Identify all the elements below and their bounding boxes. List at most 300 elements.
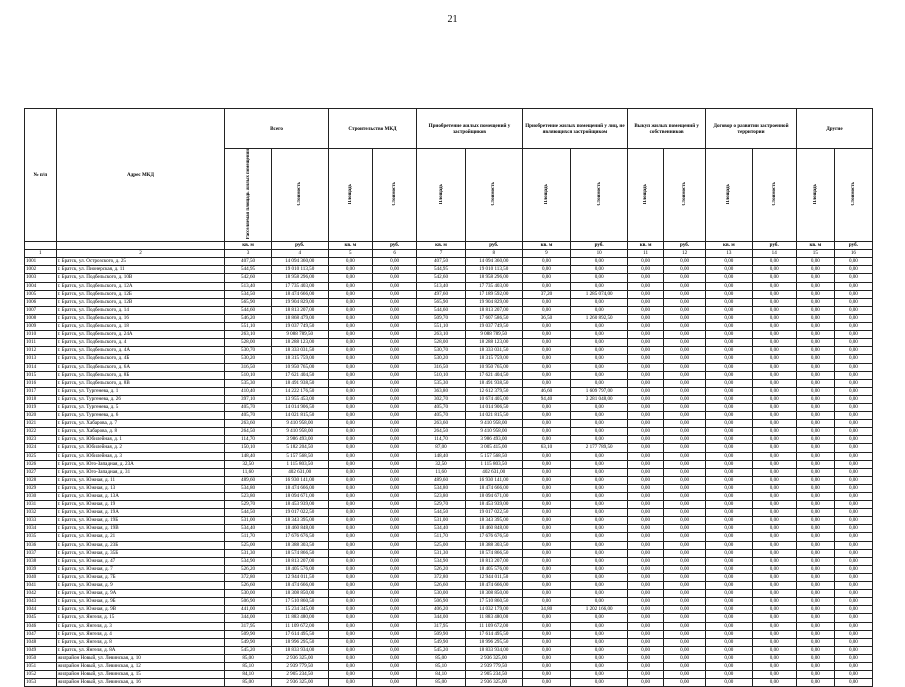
row-value: 0,00 (796, 363, 834, 371)
row-value: 0,00 (372, 468, 416, 476)
row-number: 1018 (25, 395, 57, 403)
row-number: 1006 (25, 298, 57, 306)
row-value: 0,00 (752, 258, 796, 266)
row-value: 0,00 (628, 274, 664, 282)
row-value: 37,20 (522, 290, 571, 298)
row-value: 18 868 479,00 (271, 314, 328, 322)
table-row (25, 679, 873, 687)
row-number: 1003 (25, 274, 57, 282)
row-value: 0,00 (571, 501, 628, 509)
row-value: 0,00 (664, 565, 706, 573)
row-value: 0,00 (328, 606, 372, 614)
row-value: 0,00 (571, 509, 628, 517)
row-number: 1035 (25, 533, 57, 541)
row-value: 0,00 (372, 565, 416, 573)
row-value: 0,00 (834, 622, 872, 630)
table-row (25, 460, 873, 468)
row-value: 0,00 (664, 590, 706, 598)
row-value: 0,00 (664, 671, 706, 679)
table-row (25, 630, 873, 638)
row-address: жилрайон Новый, ул. Левинская, д. 12 (56, 662, 225, 670)
row-address: г. Братск, ул. Тургенева, д. 26 (56, 395, 225, 403)
row-value: 0,00 (834, 306, 872, 314)
row-address: г. Братск, ул. Тургенева, д. 5 (56, 403, 225, 411)
row-value: 0,00 (834, 412, 872, 420)
row-number: 1050 (25, 654, 57, 662)
row-value: 0,00 (664, 541, 706, 549)
row-value: 0,00 (372, 598, 416, 606)
row-value: 316,50 (225, 363, 271, 371)
row-value: 0,00 (706, 646, 752, 654)
row-value: 0,00 (834, 266, 872, 274)
row-value: 18 388 303,50 (465, 541, 522, 549)
row-value: 0,00 (522, 509, 571, 517)
row-value: 0,00 (522, 468, 571, 476)
table-row (25, 517, 873, 525)
row-value: 0,00 (752, 428, 796, 436)
row-value: 497,60 (417, 290, 466, 298)
row-value: 14 222 176,50 (271, 387, 328, 395)
row-value: 0,00 (706, 541, 752, 549)
row-number: 1042 (25, 590, 57, 598)
row-value: 0,00 (628, 598, 664, 606)
row-number: 1049 (25, 646, 57, 654)
row-value: 0,00 (328, 436, 372, 444)
table-row (25, 557, 873, 565)
row-number: 1044 (25, 606, 57, 614)
row-value: 0,00 (372, 541, 416, 549)
row-value: 0,00 (328, 679, 372, 687)
row-value: 407,50 (417, 258, 466, 266)
row-value: 0,00 (834, 525, 872, 533)
row-value: 0,00 (834, 614, 872, 622)
row-value: 544,95 (417, 266, 466, 274)
row-value: 0,00 (834, 517, 872, 525)
row-value: 0,00 (372, 412, 416, 420)
row-value: 16 930 141,00 (271, 476, 328, 484)
row-value: 85,00 (225, 679, 271, 687)
row-value: 0,00 (796, 403, 834, 411)
row-value: 0,00 (522, 565, 571, 573)
row-value: 2 939 779,50 (465, 662, 522, 670)
row-value: 0,00 (796, 679, 834, 687)
row-value: 0,00 (706, 444, 752, 452)
row-address: г. Братск, ул. Подбельского, д. 10В (56, 274, 225, 282)
row-value: 0,00 (664, 403, 706, 411)
row-value: 1 285 074,00 (571, 290, 628, 298)
row-value: 0,00 (328, 622, 372, 630)
row-value: 2 936 325,00 (465, 679, 522, 687)
row-value: 0,00 (664, 282, 706, 290)
row-value: 0,00 (706, 403, 752, 411)
row-value: 9 410 958,00 (465, 420, 522, 428)
row-value: 0,00 (522, 420, 571, 428)
row-value: 0,00 (628, 565, 664, 573)
row-value: 0,00 (328, 493, 372, 501)
row-address: г. Братск, ул. Южная, д. 21 (56, 533, 225, 541)
row-value: 0,00 (796, 501, 834, 509)
row-value: 0,00 (796, 493, 834, 501)
row-value: 534,90 (225, 557, 271, 565)
row-value: 0,00 (522, 379, 571, 387)
row-value: 302,70 (417, 395, 466, 403)
row-value: 0,00 (328, 395, 372, 403)
row-value: 0,00 (752, 403, 796, 411)
row-value: 0,00 (628, 582, 664, 590)
row-address: г. Братск, ул. Подбельского, д. 8Б (56, 371, 225, 379)
row-value: 0,00 (372, 298, 416, 306)
row-number: 1015 (25, 371, 57, 379)
row-value: 0,00 (372, 493, 416, 501)
row-value: 0,00 (664, 557, 706, 565)
row-value: 0,00 (522, 266, 571, 274)
row-value: 0,00 (834, 565, 872, 573)
header-group-buyout: Выкуп жилых помещений у собственников (628, 109, 706, 149)
row-value: 0,00 (328, 541, 372, 549)
row-value: 0,00 (752, 395, 796, 403)
row-value: 1 202 166,00 (571, 606, 628, 614)
row-number: 1008 (25, 314, 57, 322)
row-number: 1038 (25, 557, 57, 565)
row-value: 0,00 (628, 679, 664, 687)
row-value: 531,00 (225, 517, 271, 525)
row-value: 0,00 (664, 290, 706, 298)
row-value: 0,00 (752, 654, 796, 662)
row-value: 0,00 (628, 306, 664, 314)
row-value: 0,00 (752, 533, 796, 541)
row-value: 549,90 (417, 638, 466, 646)
table-row (25, 282, 873, 290)
row-value: 10 950 765,00 (465, 363, 522, 371)
table-row (25, 323, 873, 331)
header-cost: Стоимость (664, 149, 706, 242)
row-value: 0,00 (706, 606, 752, 614)
row-value: 0,00 (752, 582, 796, 590)
row-value: 0,00 (834, 484, 872, 492)
row-value: 0,00 (706, 501, 752, 509)
table-row (25, 436, 873, 444)
row-value: 0,00 (664, 306, 706, 314)
row-value: 0,00 (752, 298, 796, 306)
row-value: 0,00 (522, 501, 571, 509)
table-row (25, 468, 873, 476)
row-value: 14 014 906,50 (465, 403, 522, 411)
row-value: 0,00 (796, 582, 834, 590)
row-value: 0,00 (522, 428, 571, 436)
row-value: 0,00 (328, 533, 372, 541)
row-value: 0,00 (752, 314, 796, 322)
row-value: 0,00 (628, 444, 664, 452)
row-value: 0,00 (628, 590, 664, 598)
row-value: 84,10 (417, 671, 466, 679)
row-value: 0,00 (834, 282, 872, 290)
row-value: 11 109 672,00 (465, 622, 522, 630)
row-number: 1052 (25, 671, 57, 679)
row-value: 0,00 (706, 630, 752, 638)
row-value: 0,00 (372, 387, 416, 395)
row-value: 0,00 (834, 679, 872, 687)
row-value: 0,00 (628, 339, 664, 347)
row-value: 0,00 (628, 314, 664, 322)
row-value: 0,00 (664, 331, 706, 339)
row-value: 1 260 892,50 (571, 314, 628, 322)
row-value: 513,40 (225, 282, 271, 290)
row-value: 0,00 (706, 493, 752, 501)
row-value: 534,40 (225, 525, 271, 533)
row-value: 17 510 860,50 (465, 598, 522, 606)
row-value: 0,00 (328, 412, 372, 420)
row-value: 0,00 (372, 654, 416, 662)
row-value: 0,00 (752, 614, 796, 622)
row-value: 85,00 (225, 654, 271, 662)
row-value: 0,00 (664, 630, 706, 638)
row-value: 0,00 (752, 290, 796, 298)
row-value: 0,00 (752, 306, 796, 314)
row-number: 1030 (25, 493, 57, 501)
row-value: 18 288 123,00 (465, 339, 522, 347)
row-value: 0,00 (571, 412, 628, 420)
row-address: г. Братск, ул. Хабарова, д. 8 (56, 428, 225, 436)
row-number: 1048 (25, 638, 57, 646)
table-row (25, 638, 873, 646)
row-value: 0,00 (522, 525, 571, 533)
row-value: 407,50 (225, 258, 271, 266)
row-address: г. Братск, ул. Подбельского, д. 24А (56, 331, 225, 339)
row-value: 0,00 (628, 517, 664, 525)
row-value: 525,00 (225, 541, 271, 549)
row-value: 1 115 803,50 (465, 460, 522, 468)
row-value: 0,00 (372, 614, 416, 622)
row-value: 0,00 (372, 274, 416, 282)
row-value: 0,00 (522, 533, 571, 541)
row-value: 0,00 (628, 395, 664, 403)
table-row (25, 590, 873, 598)
row-value: 0,00 (328, 371, 372, 379)
row-value: 18 813 207,00 (465, 557, 522, 565)
row-value: 0,00 (706, 582, 752, 590)
row-value: 0,00 (834, 403, 872, 411)
row-value: 530,00 (417, 590, 466, 598)
row-value: 0,00 (571, 630, 628, 638)
row-number: 1029 (25, 484, 57, 492)
row-value: 397,10 (225, 395, 271, 403)
row-value: 0,00 (664, 573, 706, 581)
row-address: г. Братск, ул. Южная, д. 19 (56, 501, 225, 509)
row-value: 18 460 848,00 (465, 525, 522, 533)
row-value: 85,10 (417, 662, 466, 670)
row-value: 0,00 (752, 484, 796, 492)
row-value: 410,40 (225, 387, 271, 395)
row-value: 534,40 (417, 525, 466, 533)
row-value: 14 032 179,00 (465, 606, 522, 614)
table-row (25, 493, 873, 501)
row-value: 0,00 (664, 606, 706, 614)
row-value: 0,00 (706, 266, 752, 274)
row-value: 19 017 022,50 (271, 509, 328, 517)
row-value: 0,00 (664, 395, 706, 403)
row-value: 18 574 866,50 (271, 549, 328, 557)
table-row (25, 509, 873, 517)
row-value: 0,00 (834, 630, 872, 638)
row-value: 0,00 (752, 282, 796, 290)
row-address: г. Братск, ул. Подбельского, д. 12В (56, 298, 225, 306)
row-address: жилрайон Новый, ул. Левинская, д. 10 (56, 654, 225, 662)
row-value: 0,00 (571, 379, 628, 387)
row-value: 0,00 (571, 573, 628, 581)
row-value: 0,00 (571, 323, 628, 331)
row-value: 0,00 (796, 549, 834, 557)
row-number: 1045 (25, 614, 57, 622)
row-value: 3 281 048,00 (571, 395, 628, 403)
row-value: 405,70 (225, 403, 271, 411)
row-value: 18 813 207,00 (271, 557, 328, 565)
row-value: 0,00 (571, 306, 628, 314)
row-number: 1032 (25, 509, 57, 517)
row-number: 1027 (25, 468, 57, 476)
row-value: 11,60 (225, 468, 271, 476)
row-value: 0,00 (664, 355, 706, 363)
row-value: 0,00 (796, 590, 834, 598)
row-value: 0,00 (628, 622, 664, 630)
row-value: 0,00 (706, 549, 752, 557)
row-value: 0,00 (664, 662, 706, 670)
row-address: г. Братск, ул. Подбельского, д. 4А (56, 347, 225, 355)
row-value: 526,60 (225, 582, 271, 590)
row-value: 0,00 (664, 314, 706, 322)
row-value: 11 883 480,00 (271, 614, 328, 622)
row-value: 34,80 (522, 606, 571, 614)
row-number: 1046 (25, 622, 57, 630)
row-value: 0,00 (834, 468, 872, 476)
row-address: г. Братск, ул. Подбельского, д. 16 (56, 314, 225, 322)
row-value: 0,00 (796, 452, 834, 460)
table-row (25, 549, 873, 557)
row-number: 1012 (25, 347, 57, 355)
row-value: 0,00 (628, 557, 664, 565)
row-value: 84,10 (225, 671, 271, 679)
row-value: 0,00 (752, 646, 796, 654)
row-value: 0,00 (834, 379, 872, 387)
row-number: 1009 (25, 323, 57, 331)
row-value: 0,00 (706, 306, 752, 314)
header-area: Площадь (706, 149, 752, 242)
row-value: 94,40 (522, 395, 571, 403)
row-value: 0,00 (664, 509, 706, 517)
row-value: 0,00 (571, 654, 628, 662)
row-value: 0,00 (328, 630, 372, 638)
row-value: 0,00 (628, 638, 664, 646)
row-value: 0,00 (664, 339, 706, 347)
row-value: 0,00 (372, 646, 416, 654)
row-value: 0,00 (571, 541, 628, 549)
row-value: 0,00 (522, 274, 571, 282)
table-row (25, 403, 873, 411)
row-value: 0,00 (328, 557, 372, 565)
row-number: 1036 (25, 541, 57, 549)
row-value: 0,00 (752, 501, 796, 509)
row-value: 32,50 (417, 460, 466, 468)
row-value: 0,00 (571, 258, 628, 266)
row-value: 0,00 (834, 606, 872, 614)
table-row (25, 541, 873, 549)
row-value: 0,00 (571, 282, 628, 290)
row-value: 0,00 (706, 290, 752, 298)
row-value: 0,00 (834, 274, 872, 282)
row-value: 0,00 (796, 509, 834, 517)
row-value: 544,60 (225, 306, 271, 314)
row-value: 0,00 (752, 630, 796, 638)
row-number: 1020 (25, 412, 57, 420)
row-value: 0,00 (664, 517, 706, 525)
row-value: 0,00 (571, 533, 628, 541)
row-value: 0,00 (796, 298, 834, 306)
row-value: 0,00 (372, 428, 416, 436)
row-value: 9 410 958,00 (465, 428, 522, 436)
row-value: 5 157 568,50 (271, 452, 328, 460)
row-value: 19 010 113,50 (465, 266, 522, 274)
row-address: г. Братск, ул. Тургенева, д. 1 (56, 387, 225, 395)
row-value: 0,00 (571, 557, 628, 565)
row-value: 0,00 (571, 436, 628, 444)
row-value: 0,00 (796, 258, 834, 266)
row-value: 18 833 934,00 (271, 646, 328, 654)
row-value: 17 621 404,50 (271, 371, 328, 379)
row-value: 0,00 (628, 460, 664, 468)
row-value: 0,00 (752, 331, 796, 339)
row-value: 0,00 (752, 339, 796, 347)
row-number: 1028 (25, 476, 57, 484)
row-value: 0,00 (328, 468, 372, 476)
row-value: 0,00 (796, 476, 834, 484)
row-value: 0,00 (372, 339, 416, 347)
row-number: 1014 (25, 363, 57, 371)
row-value: 87,00 (417, 444, 466, 452)
row-value: 0,00 (628, 379, 664, 387)
row-value: 14 021 815,50 (271, 412, 328, 420)
row-value: 0,00 (372, 444, 416, 452)
row-value: 0,00 (834, 573, 872, 581)
row-value: 0,00 (372, 606, 416, 614)
row-value: 148,40 (417, 452, 466, 460)
row-value: 0,00 (628, 541, 664, 549)
row-value: 10 674 405,00 (465, 395, 522, 403)
row-value: 0,00 (571, 266, 628, 274)
row-value: 441,00 (225, 606, 271, 614)
row-value: 0,00 (664, 484, 706, 492)
row-value: 0,00 (372, 266, 416, 274)
row-value: 530,20 (417, 355, 466, 363)
row-value: 534,50 (225, 290, 271, 298)
row-value: 0,00 (706, 412, 752, 420)
row-value: 0,00 (628, 412, 664, 420)
row-value: 0,00 (628, 347, 664, 355)
row-value: 2 177 789,50 (571, 444, 628, 452)
row-value: 0,00 (372, 549, 416, 557)
row-value: 0,00 (328, 654, 372, 662)
row-value: 0,00 (328, 525, 372, 533)
row-value: 0,00 (796, 541, 834, 549)
row-value: 0,00 (664, 266, 706, 274)
row-address: г. Братск, ул. Южная, д. 13А (56, 493, 225, 501)
row-value: 0,00 (706, 517, 752, 525)
row-value: 0,00 (664, 460, 706, 468)
row-value: 5 157 568,50 (465, 452, 522, 460)
row-value: 3 986 493,00 (465, 436, 522, 444)
row-value: 0,00 (522, 662, 571, 670)
row-address: г. Братск, ул. Подбельского, д. 18 (56, 323, 225, 331)
row-address: г. Братск, ул. Подбельского, д. 6А (56, 363, 225, 371)
row-address: г. Братск, ул. Юго-Западная, д. 23А (56, 460, 225, 468)
